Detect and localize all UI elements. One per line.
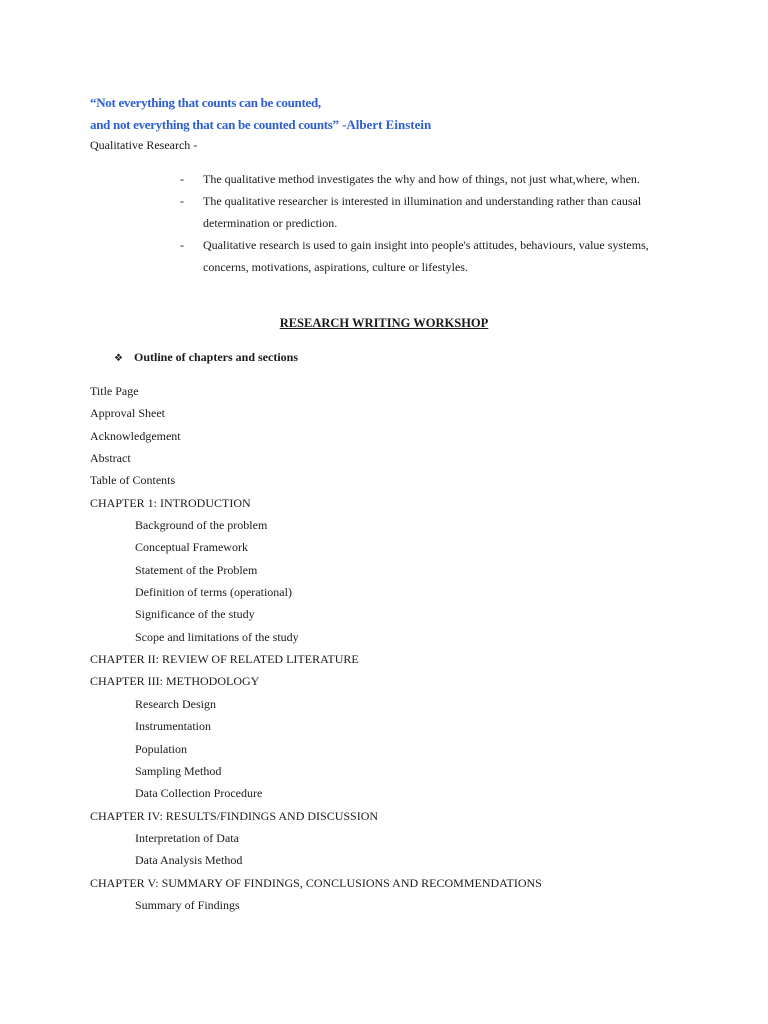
- outline-section-item: Research Design: [135, 696, 216, 711]
- quote-line-2: [90, 114, 431, 136]
- outline-chapter-item: Approval Sheet: [90, 406, 165, 421]
- dash-bullet-icon: -: [180, 172, 184, 186]
- bullet-item: [180, 190, 680, 234]
- qualitative-bullet-list: [180, 168, 680, 278]
- outline-chapter-item: Acknowledgement: [90, 428, 181, 443]
- outline-section-item: Sampling Method: [135, 763, 222, 778]
- bullet-text: The qualitative method investigates the why and how of things, not just what,where, when.: [203, 172, 640, 186]
- outline-chapter-item: CHAPTER 1: INTRODUCTION: [90, 495, 251, 510]
- outline-chapter-item: Table of Contents: [90, 473, 176, 488]
- outline-section-item: Conceptual Framework: [135, 540, 248, 555]
- quote-line-2-text: and not everything that can be counted counts”: [90, 117, 339, 132]
- bullet-item: [180, 168, 680, 190]
- bullet-text: Qualitative research is used to gain insight into people's attitudes, behaviours, value systems, concerns, motivations, aspirations, culture or lifestyles.: [203, 238, 649, 274]
- outline-section-item: Definition of terms (operational): [135, 585, 292, 600]
- quote-author: -Albert Einstein: [338, 117, 432, 132]
- outline-section-item: Instrumentation: [135, 719, 211, 734]
- outline-section-item: Background of the problem: [135, 518, 268, 533]
- workshop-title: RESEARCH WRITING WORKSHOP: [279, 316, 489, 330]
- outline-chapter-item: CHAPTER V: SUMMARY OF FINDINGS, CONCLUSIONS AND RECOMMENDATIONS: [90, 875, 542, 890]
- outline-chapter-item: CHAPTER IV: RESULTS/FINDINGS AND DISCUSSION: [90, 808, 379, 823]
- outline-heading: [114, 348, 298, 368]
- outline-section-item: Scope and limitations of the study: [135, 629, 299, 644]
- einstein-quote: [90, 92, 431, 136]
- outline-section-item: Interpretation of Data: [135, 830, 239, 845]
- outline-chapter-item: CHAPTER III: METHODOLOGY: [90, 674, 260, 689]
- outline-chapter-item: CHAPTER II: REVIEW OF RELATED LITERATURE: [90, 652, 359, 667]
- quote-line-1: “Not everything that counts can be counted,: [90, 95, 321, 110]
- dash-bullet-icon: -: [180, 238, 184, 252]
- diamond-bullet-icon: ❖: [114, 353, 123, 364]
- outline-section-item: Significance of the study: [135, 607, 255, 622]
- outline-section-item: Data Analysis Method: [135, 853, 243, 868]
- dash-bullet-icon: -: [180, 194, 184, 208]
- outline-chapter-item: Title Page: [90, 384, 139, 398]
- outline-section-item: Data Collection Procedure: [135, 786, 263, 801]
- outline-heading-text: Outline of chapters and sections: [134, 350, 299, 364]
- outline-chapter-item: Abstract: [90, 451, 131, 466]
- qualitative-research-heading: Qualitative Research -: [90, 138, 198, 152]
- bullet-item: [180, 234, 680, 278]
- outline-section-item: Population: [135, 741, 188, 756]
- outline-section-item: Summary of Findings: [135, 897, 240, 912]
- bullet-text: The qualitative researcher is interested in illumination and understanding rather than causal determination or prediction.: [203, 194, 642, 230]
- outline-list: [90, 380, 542, 916]
- outline-section-item: Statement of the Problem: [135, 562, 258, 577]
